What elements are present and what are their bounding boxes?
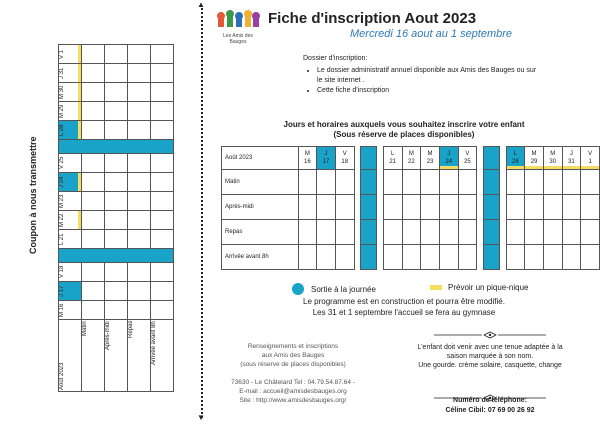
schedule-checkbox[interactable] (402, 220, 421, 245)
schedule-checkbox[interactable] (525, 245, 544, 270)
gap (354, 170, 361, 195)
pique-nique-marker (78, 211, 81, 229)
coupon-checkbox[interactable] (82, 45, 105, 64)
schedule-checkbox[interactable] (562, 170, 581, 195)
day-header: J 24 (439, 147, 458, 170)
schedule-checkbox[interactable] (421, 220, 440, 245)
pique-nique-marker (78, 102, 81, 120)
day-header: V 25 (458, 147, 477, 170)
schedule-checkbox[interactable] (581, 220, 600, 245)
yellow-bar-icon (430, 285, 442, 290)
schedule-checkbox[interactable] (421, 170, 440, 195)
row-label: Arrivée avant 8h (222, 245, 299, 270)
day-header: V 18 (335, 147, 354, 170)
row-label: Repas (222, 220, 299, 245)
gap (477, 170, 484, 195)
coupon-day-header: M 30 (59, 83, 82, 102)
ornament-divider (434, 326, 546, 334)
schedule-checkbox[interactable] (439, 195, 458, 220)
coupon-col-label: Après-midi (105, 320, 128, 392)
schedule-checkbox[interactable] (298, 170, 317, 195)
gap (499, 170, 506, 195)
schedule-checkbox[interactable] (335, 245, 354, 270)
coupon-checkbox[interactable] (105, 230, 128, 249)
schedule-checkbox[interactable] (298, 220, 317, 245)
coupon-checkbox[interactable] (82, 121, 105, 140)
coupon-checkbox[interactable] (105, 121, 128, 140)
gap (477, 245, 484, 270)
schedule-checkbox[interactable] (506, 170, 525, 195)
coupon-checkbox[interactable] (82, 64, 105, 83)
coupon-checkbox[interactable] (151, 102, 174, 121)
coupon-day-header: L 28 (59, 121, 82, 140)
schedule-checkbox[interactable] (506, 195, 525, 220)
arrow-up-icon: ▲ (197, 0, 205, 9)
coupon-checkbox[interactable] (151, 64, 174, 83)
schedule-checkbox[interactable] (562, 195, 581, 220)
day-header: M 16 (298, 147, 317, 170)
day-header: J 31 (562, 147, 581, 170)
schedule-checkbox[interactable] (543, 195, 562, 220)
row-label: Après-midi (222, 195, 299, 220)
schedule-checkbox[interactable] (562, 220, 581, 245)
advice-block: L'enfant doit venir avec une tenue adaptée à la saison marquée à son nom. Une gourde. crème solaire, casquette, change (417, 344, 563, 369)
schedule-checkbox[interactable] (383, 245, 402, 270)
schedule-checkbox[interactable] (402, 170, 421, 195)
logo: Les Amis des Bauges (215, 6, 261, 36)
gap (354, 245, 361, 270)
legend-pique: Prévoir un pique-nique (430, 283, 529, 292)
schedule-checkbox[interactable] (506, 245, 525, 270)
contact-block: Renseignements et inscriptions aux Amis des Bauges (sous réserve de places disponibles) 73630 - Le Châtelard Tel : 04.79.54.87.64 - E-mail : accueil@amisdesbauges.org Site : http://www.amisdesbauges.org/ (231, 343, 355, 404)
coupon-checkbox[interactable] (82, 301, 105, 320)
dossier-item: • Cette fiche d'inscription (317, 86, 537, 96)
coupon-checkbox[interactable] (151, 263, 174, 282)
coupon-checkbox[interactable] (128, 83, 151, 102)
weekend-separator (59, 140, 174, 154)
weekend-separator (484, 220, 500, 245)
day-header: M 22 (402, 147, 421, 170)
coupon-month-label: Août 2023 (59, 320, 82, 392)
arrow-down-icon: ▼ (197, 413, 205, 422)
row-label: Matin (222, 170, 299, 195)
schedule-checkbox[interactable] (421, 195, 440, 220)
coupon-col-label: Matin (82, 320, 105, 392)
gap (499, 245, 506, 270)
schedule-checkbox[interactable] (317, 220, 336, 245)
gap (376, 220, 383, 245)
coupon-day-header: J 24 (59, 173, 82, 192)
schedule-checkbox[interactable] (458, 245, 477, 270)
dossier-list (305, 66, 537, 96)
gap (376, 170, 383, 195)
schedule-checkbox[interactable] (317, 245, 336, 270)
schedule-checkbox[interactable] (298, 195, 317, 220)
gap (376, 147, 383, 170)
schedule-checkbox[interactable] (383, 220, 402, 245)
coupon-checkbox[interactable] (105, 154, 128, 173)
coupon-col-label: Repas (128, 320, 151, 392)
coupon-day-header: V 18 (59, 263, 82, 282)
coupon-checkbox[interactable] (128, 45, 151, 64)
gap (354, 147, 361, 170)
coupon-day-header: J 17 (59, 282, 82, 301)
day-header: L 21 (383, 147, 402, 170)
coupon-day-header: L 21 (59, 230, 82, 249)
coupon-checkbox[interactable] (82, 173, 105, 192)
page-title: Fiche d'inscription Aout 2023 (268, 10, 477, 27)
day-header: M 23 (421, 147, 440, 170)
schedule-checkbox[interactable] (458, 170, 477, 195)
schedule-checkbox[interactable] (543, 170, 562, 195)
schedule-checkbox[interactable] (335, 170, 354, 195)
coupon-title: Coupon à nous transmettre (28, 136, 38, 254)
coupon-checkbox[interactable] (128, 230, 151, 249)
coupon-checkbox[interactable] (151, 121, 174, 140)
schedule-checkbox[interactable] (421, 245, 440, 270)
coupon-day-header: M 23 (59, 192, 82, 211)
coupon-checkbox[interactable] (82, 282, 105, 301)
pique-nique-marker (78, 64, 81, 82)
coupon-checkbox[interactable] (105, 263, 128, 282)
schedule-checkbox[interactable] (458, 195, 477, 220)
coupon-checkbox[interactable] (105, 64, 128, 83)
pique-nique-marker (78, 121, 81, 139)
schedule-checkbox[interactable] (439, 220, 458, 245)
weekend-separator (484, 170, 500, 195)
coupon-checkbox[interactable] (105, 192, 128, 211)
coupon-checkbox[interactable] (82, 263, 105, 282)
weekend-separator (59, 249, 174, 263)
legend-sortie: Sortie à la journée (292, 283, 376, 295)
coupon-checkbox[interactable] (151, 192, 174, 211)
dossier-item: • Le dossier administratif annuel disponible aux Amis des Bauges ou sur le site internet . (317, 66, 537, 86)
coupon-checkbox[interactable] (151, 282, 174, 301)
schedule-checkbox[interactable] (439, 245, 458, 270)
gap (477, 147, 484, 170)
coupon-day-header: J 31 (59, 64, 82, 83)
schedule-checkbox[interactable] (383, 195, 402, 220)
program-notes: Le programme est en construction et pourra être modifié. Les 31 et 1 septembre l'accueil se fera au gymnase (303, 297, 505, 317)
month-label: Août 2023 (222, 147, 299, 170)
schedule-checkbox[interactable] (562, 245, 581, 270)
schedule-checkbox[interactable] (581, 245, 600, 270)
schedule-checkbox[interactable] (458, 220, 477, 245)
gap (499, 147, 506, 170)
coupon-checkbox[interactable] (151, 301, 174, 320)
day-header: J 17 (317, 147, 336, 170)
gap (354, 195, 361, 220)
schedule-checkbox[interactable] (525, 220, 544, 245)
schedule-checkbox[interactable] (581, 195, 600, 220)
coupon-day-header: V 1 (59, 45, 82, 64)
gap (376, 245, 383, 270)
schedule-checkbox[interactable] (581, 170, 600, 195)
coupon-checkbox[interactable] (105, 102, 128, 121)
coupon-checkbox[interactable] (151, 45, 174, 64)
gap (376, 195, 383, 220)
coupon-checkbox[interactable] (82, 211, 105, 230)
coupon-checkbox[interactable] (105, 45, 128, 64)
weekend-separator (361, 195, 377, 220)
coupon-col-label: Arrivée avant 8h (151, 320, 174, 392)
weekend-separator (361, 220, 377, 245)
coupon-checkbox[interactable] (105, 211, 128, 230)
coupon-checkbox[interactable] (105, 173, 128, 192)
coupon-checkbox[interactable] (128, 282, 151, 301)
dossier-heading: Dossier d'inscription: (303, 55, 368, 62)
schedule-checkbox[interactable] (402, 245, 421, 270)
schedule-checkbox[interactable] (525, 170, 544, 195)
coupon-checkbox[interactable] (128, 154, 151, 173)
coupon-checkbox[interactable] (128, 301, 151, 320)
gap (354, 220, 361, 245)
schedule-checkbox[interactable] (317, 170, 336, 195)
teal-dot-icon (292, 283, 304, 295)
gap (477, 195, 484, 220)
coupon-checkbox[interactable] (128, 64, 151, 83)
coupon-checkbox[interactable] (82, 83, 105, 102)
coupon-checkbox[interactable] (151, 83, 174, 102)
gap (499, 195, 506, 220)
coupon-checkbox[interactable] (105, 301, 128, 320)
coupon-checkbox[interactable] (128, 263, 151, 282)
schedule-checkbox[interactable] (402, 195, 421, 220)
coupon-checkbox[interactable] (128, 173, 151, 192)
coupon-grid (58, 44, 174, 392)
schedule-heading: Jours et horaires auxquels vous souhaitez inscrire votre enfant (Sous réserve de places disponibles) (283, 120, 525, 139)
coupon-checkbox[interactable] (128, 192, 151, 211)
coupon-checkbox[interactable] (151, 154, 174, 173)
pique-nique-marker (78, 173, 81, 191)
gap (477, 220, 484, 245)
coupon-checkbox[interactable] (82, 102, 105, 121)
coupon-checkbox[interactable] (128, 211, 151, 230)
weekend-separator (484, 245, 500, 270)
coupon-day-header: V 25 (59, 154, 82, 173)
weekend-separator (361, 170, 377, 195)
schedule-checkbox[interactable] (525, 195, 544, 220)
schedule-checkbox[interactable] (335, 195, 354, 220)
day-header: L 28 (506, 147, 525, 170)
day-header: M 30 (543, 147, 562, 170)
cut-line (201, 8, 203, 418)
coupon-checkbox[interactable] (105, 83, 128, 102)
schedule-checkbox[interactable] (543, 245, 562, 270)
schedule-checkbox[interactable] (317, 195, 336, 220)
weekend-separator (484, 195, 500, 220)
coupon-checkbox[interactable] (151, 173, 174, 192)
coupon-checkbox[interactable] (151, 211, 174, 230)
weekend-separator (484, 147, 500, 170)
coupon-checkbox[interactable] (151, 230, 174, 249)
coupon-checkbox[interactable] (128, 121, 151, 140)
weekend-separator (361, 147, 377, 170)
phone-block: Numéro de téléphone: Céline Cibil: 07 69 00 26 92 (445, 397, 535, 414)
day-header: V 1 (581, 147, 600, 170)
coupon-day-header: M 22 (59, 211, 82, 230)
gap (499, 220, 506, 245)
schedule-checkbox[interactable] (439, 170, 458, 195)
coupon-checkbox[interactable] (82, 192, 105, 211)
coupon-checkbox[interactable] (105, 282, 128, 301)
schedule-checkbox[interactable] (383, 170, 402, 195)
coupon-checkbox[interactable] (128, 102, 151, 121)
pique-nique-marker (78, 45, 81, 63)
schedule-checkbox[interactable] (543, 220, 562, 245)
schedule-grid (221, 146, 600, 270)
coupon-day-header: M 16 (59, 301, 82, 320)
pique-nique-marker (78, 83, 81, 101)
weekend-separator (361, 245, 377, 270)
schedule-checkbox[interactable] (506, 220, 525, 245)
coupon-day-header: M 29 (59, 102, 82, 121)
schedule-checkbox[interactable] (298, 245, 317, 270)
day-header: M 29 (525, 147, 544, 170)
coupon-checkbox[interactable] (82, 230, 105, 249)
coupon-checkbox[interactable] (82, 154, 105, 173)
page-subtitle: Mercredi 16 aout au 1 septembre (350, 28, 513, 40)
schedule-checkbox[interactable] (335, 220, 354, 245)
